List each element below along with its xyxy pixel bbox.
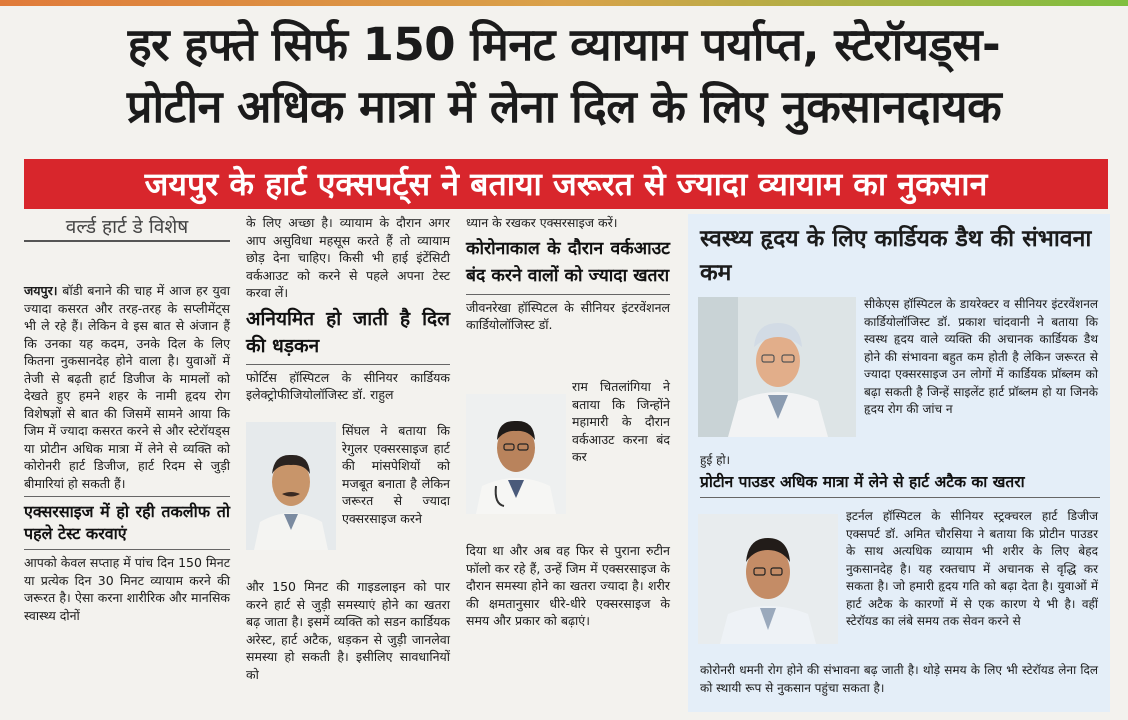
doctor-portrait-icon <box>698 514 838 644</box>
doctor-portrait-icon <box>466 394 566 514</box>
dateline: जयपुर। <box>24 283 58 298</box>
panel-para-2-end: कोरोनरी धमनी रोग होने की संभावना बढ़ जाती है। थोड़े समय के लिए भी स्टेरॉयड लेना दिल को स्थायी रूप से नुकसान पहुंचा सकता है। <box>700 663 1098 695</box>
doctor-portrait-icon <box>246 422 336 550</box>
col3-top-paragraph: ध्यान के रखकर एक्सरसाइज करें। <box>466 215 618 230</box>
doctor-photo-prakash-chandwani <box>698 297 856 437</box>
panel-subheading: प्रोटीन पाउडर अधिक मात्रा में लेने से हार्ट अटैक का खतरा <box>700 473 1025 491</box>
divider <box>24 549 230 550</box>
column-3-top <box>466 214 670 334</box>
doctor-portrait-icon <box>698 297 856 437</box>
col3-rest-paragraph: दिया था और अब वह फिर से पुराना रुटीन फॉलो कर रहे हैं, उन्हें जिम में एक्सरसाइज के दौरान समस्या होने का खतरा ज्यादा है। शरीर की क्षमतानुसार धीरे-धीरे एक्सरसाइज के समय और प्रकार को बढ़ाएं। <box>466 543 670 628</box>
col1-body-paragraph: आपको केवल सप्ताह में पांच दिन 150 मिनट या प्रत्येक दिन 30 मिनट व्यायाम करने की जरूरत है। ऐसा करना शारीरिक और मानसिक स्वास्थ्य दोनों <box>24 555 230 623</box>
col3-subheading: कोरोनाकाल के दौरान वर्कआउट बंद करने वालों को ज्यादा खतरा <box>466 238 670 286</box>
panel-para-2: इटर्नल हॉस्पिटल के सीनियर स्ट्रक्चरल हार्ट डिजीज एक्सपर्ट डॉ. अमित चौरसिया ने बताया कि प्रोटीन पाउडर के साथ अत्यधिक व्यायाम भी शरीर के लिए बेहद नुकसानदेह है। यह रक्तचाप में अचानक से वृद्धि कर सकता है। जो हमारी हृदय गति को बढ़ा देता है। युवाओं में हार्ट अटैक के कारणों में से एक कारण ये भी है। वहीं स्टेरॉयड का लंबे समय तक सेवन करने से <box>846 509 1098 628</box>
col2-subheading: अनियमित हो जाती है दिल की धड़कन <box>246 307 450 357</box>
divider <box>24 496 230 497</box>
panel-para-1-end: हुई हो। <box>700 453 731 467</box>
col3-lead-paragraph: जीवनरेखा हॉस्पिटल के सीनियर इंटरवेंशनल कार्डियोलॉजिस्ट डॉ. <box>466 299 670 332</box>
col2-rest-paragraph: और 150 मिनट की गाइडलाइन को पार करने हार्ट से जुड़ी समस्याएं होने का खतरा बढ़ जाता है। इसमें व्यक्ति को सडन कार्डियक अरेस्ट, हार्ट अटैक, धड़कन से जुड़ी जानलेवा समस्या हो सकती है। इसीलिए सावधानियों को <box>246 579 450 682</box>
headline-line-2: प्रोटीन अधिक मात्रा में लेना दिल के लिए नुकसानदायक <box>126 80 1002 133</box>
red-subheadline-banner: जयपुर के हार्ट एक्सपर्ट्स ने बताया जरूरत से ज्यादा व्यायाम का नुकसान <box>24 159 1108 209</box>
col1-intro-paragraph: जयपुर। बॉडी बनाने की चाह में आज हर युवा ज्यादा कसरत और तरह-तरह के सप्लीमेंट्स भी ले रहे हैं। लेकिन वे इस बात से अंजान हैं कि उनका यह कदम, उनके दिल के लिए कितना नुकसानदेह होने वाला है। युवाओं में तेजी से बढ़ती हार्ट डिजीज के मामलों को देखते हुए हमने शहर के नामी हृदय रोग विशेषज्ञों से बात की जिसमें सामने आया कि जिम में ज्यादा कसरत करने से और स्टेरॉयड्स या प्रोटीन अधिक मात्रा में लेने से व्यक्ति को कोरोनरी हार्ट डिजीज, हार्ट रिदम से जुड़ी बीमारियां हो सकती हैं। <box>24 283 230 491</box>
column-2-top <box>246 214 450 404</box>
doctor-photo-ram-chitlangia <box>466 394 566 514</box>
panel-para-1: सीकेएस हॉस्पिटल के डायरेक्टर व सीनियर इंटरवेंशनल कार्डियोलॉजिस्ट डॉ. प्रकाश चांदवानी ने बताया कि स्वस्थ हृदय वाले व्यक्ति की अचानक कार्डियक डैथ होने की संभावना बहुत कम होती है लेकिन जरूरत से ज्यादा एक्सरसाइज उन लोगों में कार्डियक प्रॉब्लम को बढ़ा सकती है जिन्हें साइलेंट हार्ट प्रॉब्लम हो या जिनके हृदय रोग की जांच न <box>864 297 1098 416</box>
headline-line-1: हर हफ्ते सिर्फ 150 मिनट व्यायाम पर्याप्त, स्टेरॉयड्स- <box>127 18 1001 71</box>
col2-lead-paragraph: फोर्टिस हॉस्पिटल के सीनियर कार्डियक इलेक्ट्रोफीजियोलॉजिस्ट डॉ. राहुल <box>246 369 450 402</box>
bottom-strip <box>0 712 1128 720</box>
col3-beside-photo-text: राम चितलांगिया ने बताया कि जिन्होंने महामारी के दौरान वर्कआउट करना बंद कर <box>572 379 670 464</box>
doctor-photo-amit-chaurasia <box>698 514 838 644</box>
panel-title: स्वस्थ्य हृदय के लिए कार्डियक डैथ की संभावना कम <box>700 226 1092 286</box>
doctor-photo-rahul-singhal <box>246 422 336 550</box>
divider <box>466 294 670 295</box>
main-headline <box>0 14 1128 138</box>
divider <box>246 364 450 365</box>
divider <box>700 497 1100 498</box>
column-1 <box>24 282 230 624</box>
col1-subheading: एक्सरसाइज में हो रही तकलीफ तो पहले टेस्ट करवाएं <box>24 502 230 543</box>
col2-top-paragraph: के लिए अच्छा है। व्यायाम के दौरान अगर आप असुविधा महसूस करते हैं तो व्यायाम छोड़ देना चाहिए। किसी भी हाई इंटेंसिटी वर्कआउट को करने से पहले अपना टेस्ट करवा लें। <box>246 215 450 300</box>
col2-beside-photo-text: सिंघल ने बताया कि रेगुलर एक्सरसाइज हार्ट की मांसपेशियों को मजबूत बनाता है लेकिन जरूरत से ज्यादा एक्सरसाइज करने <box>342 423 450 526</box>
section-label: वर्ल्ड हार्ट डे विशेष <box>24 214 230 242</box>
top-color-strip <box>0 0 1128 6</box>
